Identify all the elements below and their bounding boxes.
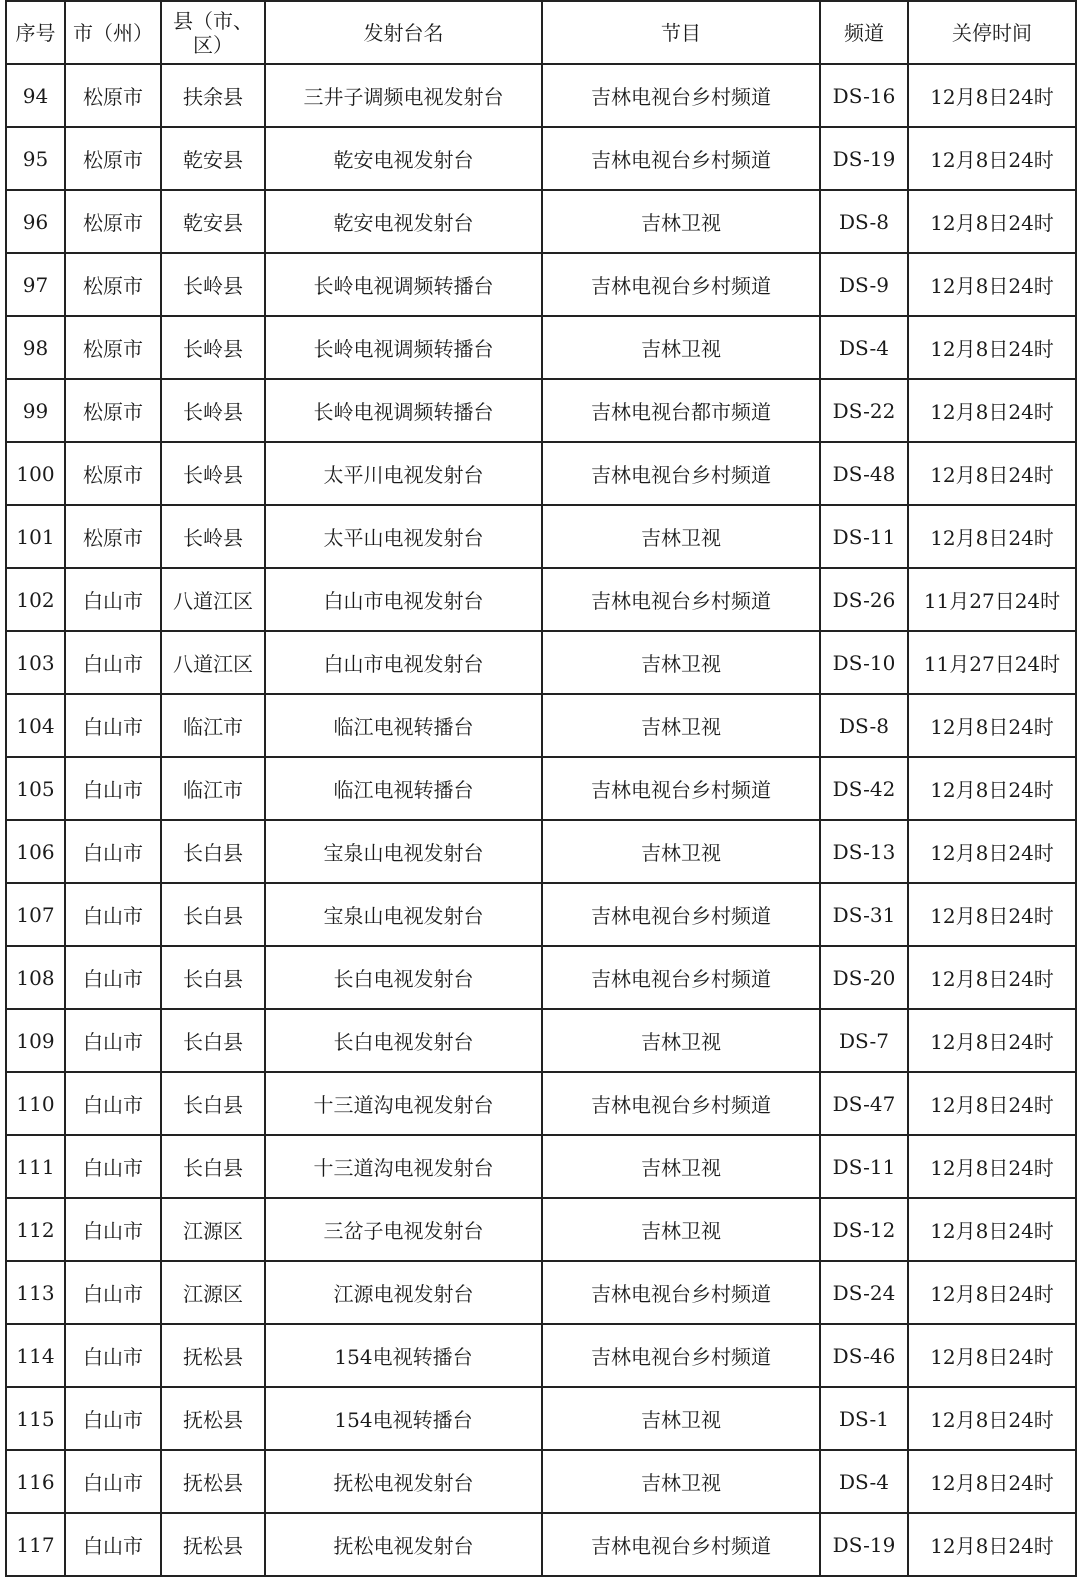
table-row — [6, 1009, 1076, 1072]
table-row — [6, 1450, 1076, 1513]
cell-program: 吉林电视台乡村频道 — [542, 1513, 820, 1576]
table-row — [6, 442, 1076, 505]
cell-county: 抚松县 — [161, 1324, 265, 1387]
table-body — [6, 64, 1076, 1576]
cell-county: 八道江区 — [161, 568, 265, 631]
cell-shutdown-time: 12月8日24时 — [908, 127, 1076, 190]
cell-index: 100 — [6, 442, 65, 505]
cell-station: 乾安电视发射台 — [265, 127, 542, 190]
cell-channel: DS-20 — [820, 946, 908, 1009]
cell-city: 白山市 — [65, 694, 161, 757]
cell-shutdown-time: 12月8日24时 — [908, 883, 1076, 946]
cell-station: 抚松电视发射台 — [265, 1450, 542, 1513]
cell-station: 三井子调频电视发射台 — [265, 64, 542, 127]
header-row — [6, 1, 1076, 64]
cell-index: 109 — [6, 1009, 65, 1072]
cell-index: 97 — [6, 253, 65, 316]
table-row — [6, 568, 1076, 631]
cell-channel: DS-1 — [820, 1387, 908, 1450]
cell-station: 太平川电视发射台 — [265, 442, 542, 505]
cell-program: 吉林电视台乡村频道 — [542, 946, 820, 1009]
cell-county: 长岭县 — [161, 505, 265, 568]
cell-index: 102 — [6, 568, 65, 631]
cell-city: 白山市 — [65, 1324, 161, 1387]
cell-program: 吉林电视台乡村频道 — [542, 442, 820, 505]
cell-program: 吉林电视台乡村频道 — [542, 568, 820, 631]
cell-station: 长岭电视调频转播台 — [265, 253, 542, 316]
cell-channel: DS-42 — [820, 757, 908, 820]
cell-station: 宝泉山电视发射台 — [265, 883, 542, 946]
cell-shutdown-time: 12月8日24时 — [908, 946, 1076, 1009]
table-row — [6, 757, 1076, 820]
cell-city: 白山市 — [65, 1135, 161, 1198]
cell-station: 临江电视转播台 — [265, 694, 542, 757]
cell-channel: DS-10 — [820, 631, 908, 694]
header-program: 节目 — [542, 1, 820, 64]
cell-program: 吉林卫视 — [542, 631, 820, 694]
cell-shutdown-time: 12月8日24时 — [908, 253, 1076, 316]
cell-channel: DS-12 — [820, 1198, 908, 1261]
cell-program: 吉林卫视 — [542, 820, 820, 883]
cell-shutdown-time: 12月8日24时 — [908, 1513, 1076, 1576]
cell-station: 乾安电视发射台 — [265, 190, 542, 253]
cell-county: 长岭县 — [161, 253, 265, 316]
cell-station: 江源电视发射台 — [265, 1261, 542, 1324]
cell-channel: DS-46 — [820, 1324, 908, 1387]
cell-city: 松原市 — [65, 64, 161, 127]
cell-program: 吉林电视台乡村频道 — [542, 1324, 820, 1387]
cell-program: 吉林电视台乡村频道 — [542, 883, 820, 946]
cell-shutdown-time: 12月8日24时 — [908, 757, 1076, 820]
cell-index: 105 — [6, 757, 65, 820]
cell-program: 吉林卫视 — [542, 1009, 820, 1072]
cell-station: 长白电视发射台 — [265, 946, 542, 1009]
cell-index: 112 — [6, 1198, 65, 1261]
header-county: 县（市、区） — [161, 1, 265, 64]
cell-channel: DS-9 — [820, 253, 908, 316]
cell-index: 101 — [6, 505, 65, 568]
cell-city: 白山市 — [65, 1072, 161, 1135]
cell-city: 白山市 — [65, 820, 161, 883]
cell-shutdown-time: 12月8日24时 — [908, 190, 1076, 253]
cell-program: 吉林卫视 — [542, 190, 820, 253]
cell-county: 长白县 — [161, 1072, 265, 1135]
cell-channel: DS-8 — [820, 694, 908, 757]
cell-index: 103 — [6, 631, 65, 694]
cell-channel: DS-48 — [820, 442, 908, 505]
cell-program: 吉林卫视 — [542, 1450, 820, 1513]
cell-index: 110 — [6, 1072, 65, 1135]
cell-shutdown-time: 12月8日24时 — [908, 1135, 1076, 1198]
cell-station: 三岔子电视发射台 — [265, 1198, 542, 1261]
cell-county: 乾安县 — [161, 127, 265, 190]
cell-city: 白山市 — [65, 631, 161, 694]
cell-station: 154电视转播台 — [265, 1387, 542, 1450]
cell-channel: DS-47 — [820, 1072, 908, 1135]
cell-city: 松原市 — [65, 316, 161, 379]
cell-shutdown-time: 12月8日24时 — [908, 316, 1076, 379]
cell-station: 长白电视发射台 — [265, 1009, 542, 1072]
cell-city: 松原市 — [65, 379, 161, 442]
cell-city: 松原市 — [65, 190, 161, 253]
table-row — [6, 631, 1076, 694]
cell-channel: DS-4 — [820, 316, 908, 379]
cell-shutdown-time: 12月8日24时 — [908, 1261, 1076, 1324]
table-row — [6, 1513, 1076, 1576]
cell-county: 长白县 — [161, 1009, 265, 1072]
cell-index: 108 — [6, 946, 65, 1009]
cell-index: 114 — [6, 1324, 65, 1387]
transmitter-shutdown-table — [5, 0, 1077, 1577]
cell-index: 104 — [6, 694, 65, 757]
table-row — [6, 1198, 1076, 1261]
cell-county: 乾安县 — [161, 190, 265, 253]
cell-county: 抚松县 — [161, 1387, 265, 1450]
cell-station: 白山市电视发射台 — [265, 568, 542, 631]
cell-shutdown-time: 12月8日24时 — [908, 694, 1076, 757]
cell-index: 115 — [6, 1387, 65, 1450]
cell-city: 白山市 — [65, 946, 161, 1009]
table-row — [6, 820, 1076, 883]
cell-city: 白山市 — [65, 1450, 161, 1513]
cell-county: 扶余县 — [161, 64, 265, 127]
table-row — [6, 946, 1076, 1009]
cell-county: 长白县 — [161, 883, 265, 946]
cell-channel: DS-22 — [820, 379, 908, 442]
cell-channel: DS-11 — [820, 505, 908, 568]
cell-index: 111 — [6, 1135, 65, 1198]
cell-city: 白山市 — [65, 757, 161, 820]
cell-station: 太平山电视发射台 — [265, 505, 542, 568]
cell-program: 吉林卫视 — [542, 1198, 820, 1261]
cell-channel: DS-26 — [820, 568, 908, 631]
table-row — [6, 1072, 1076, 1135]
cell-index: 98 — [6, 316, 65, 379]
cell-program: 吉林电视台乡村频道 — [542, 1072, 820, 1135]
table-row — [6, 694, 1076, 757]
cell-county: 长白县 — [161, 946, 265, 1009]
cell-shutdown-time: 12月8日24时 — [908, 505, 1076, 568]
table-row — [6, 883, 1076, 946]
cell-program: 吉林电视台乡村频道 — [542, 127, 820, 190]
cell-city: 白山市 — [65, 1513, 161, 1576]
cell-station: 白山市电视发射台 — [265, 631, 542, 694]
cell-index: 95 — [6, 127, 65, 190]
cell-county: 长白县 — [161, 820, 265, 883]
cell-program: 吉林卫视 — [542, 1135, 820, 1198]
cell-shutdown-time: 11月27日24时 — [908, 568, 1076, 631]
cell-county: 长岭县 — [161, 316, 265, 379]
cell-county: 八道江区 — [161, 631, 265, 694]
cell-station: 宝泉山电视发射台 — [265, 820, 542, 883]
cell-station: 十三道沟电视发射台 — [265, 1072, 542, 1135]
cell-channel: DS-13 — [820, 820, 908, 883]
cell-index: 99 — [6, 379, 65, 442]
cell-program: 吉林卫视 — [542, 694, 820, 757]
cell-shutdown-time: 12月8日24时 — [908, 1009, 1076, 1072]
cell-shutdown-time: 12月8日24时 — [908, 1198, 1076, 1261]
cell-shutdown-time: 12月8日24时 — [908, 64, 1076, 127]
cell-index: 94 — [6, 64, 65, 127]
cell-channel: DS-4 — [820, 1450, 908, 1513]
cell-county: 抚松县 — [161, 1513, 265, 1576]
cell-county: 长岭县 — [161, 442, 265, 505]
cell-county: 江源区 — [161, 1261, 265, 1324]
cell-city: 白山市 — [65, 1198, 161, 1261]
cell-index: 107 — [6, 883, 65, 946]
cell-channel: DS-24 — [820, 1261, 908, 1324]
cell-index: 96 — [6, 190, 65, 253]
table-row — [6, 1324, 1076, 1387]
cell-station: 长岭电视调频转播台 — [265, 379, 542, 442]
table-row — [6, 190, 1076, 253]
cell-shutdown-time: 12月8日24时 — [908, 1387, 1076, 1450]
cell-city: 白山市 — [65, 1387, 161, 1450]
cell-city: 白山市 — [65, 883, 161, 946]
cell-channel: DS-16 — [820, 64, 908, 127]
cell-channel: DS-8 — [820, 190, 908, 253]
header-city: 市（州） — [65, 1, 161, 64]
table-row — [6, 316, 1076, 379]
cell-county: 江源区 — [161, 1198, 265, 1261]
cell-city: 松原市 — [65, 253, 161, 316]
cell-index: 106 — [6, 820, 65, 883]
table-row — [6, 505, 1076, 568]
cell-index: 117 — [6, 1513, 65, 1576]
cell-channel: DS-19 — [820, 1513, 908, 1576]
cell-shutdown-time: 12月8日24时 — [908, 379, 1076, 442]
cell-city: 白山市 — [65, 1261, 161, 1324]
cell-program: 吉林电视台乡村频道 — [542, 1261, 820, 1324]
cell-program: 吉林电视台乡村频道 — [542, 64, 820, 127]
table-row — [6, 1387, 1076, 1450]
cell-county: 长岭县 — [161, 379, 265, 442]
cell-channel: DS-31 — [820, 883, 908, 946]
cell-channel: DS-11 — [820, 1135, 908, 1198]
cell-program: 吉林电视台都市频道 — [542, 379, 820, 442]
cell-county: 临江市 — [161, 757, 265, 820]
table-row — [6, 1135, 1076, 1198]
cell-shutdown-time: 12月8日24时 — [908, 1450, 1076, 1513]
cell-city: 白山市 — [65, 568, 161, 631]
cell-program: 吉林卫视 — [542, 505, 820, 568]
header-station: 发射台名 — [265, 1, 542, 64]
cell-city: 松原市 — [65, 505, 161, 568]
cell-channel: DS-7 — [820, 1009, 908, 1072]
cell-shutdown-time: 12月8日24时 — [908, 820, 1076, 883]
cell-station: 临江电视转播台 — [265, 757, 542, 820]
cell-index: 113 — [6, 1261, 65, 1324]
cell-station: 长岭电视调频转播台 — [265, 316, 542, 379]
cell-shutdown-time: 12月8日24时 — [908, 1072, 1076, 1135]
cell-program: 吉林卫视 — [542, 1387, 820, 1450]
cell-station: 154电视转播台 — [265, 1324, 542, 1387]
cell-city: 松原市 — [65, 127, 161, 190]
cell-program: 吉林电视台乡村频道 — [542, 757, 820, 820]
cell-county: 长白县 — [161, 1135, 265, 1198]
cell-channel: DS-19 — [820, 127, 908, 190]
table-row — [6, 253, 1076, 316]
cell-county: 抚松县 — [161, 1450, 265, 1513]
cell-station: 十三道沟电视发射台 — [265, 1135, 542, 1198]
cell-shutdown-time: 11月27日24时 — [908, 631, 1076, 694]
cell-county: 临江市 — [161, 694, 265, 757]
cell-station: 抚松电视发射台 — [265, 1513, 542, 1576]
header-channel: 频道 — [820, 1, 908, 64]
table-row — [6, 379, 1076, 442]
cell-shutdown-time: 12月8日24时 — [908, 442, 1076, 505]
cell-program: 吉林卫视 — [542, 316, 820, 379]
cell-index: 116 — [6, 1450, 65, 1513]
cell-program: 吉林电视台乡村频道 — [542, 253, 820, 316]
table-row — [6, 127, 1076, 190]
table-row — [6, 64, 1076, 127]
header-shutdown-time: 关停时间 — [908, 1, 1076, 64]
table-row — [6, 1261, 1076, 1324]
cell-shutdown-time: 12月8日24时 — [908, 1324, 1076, 1387]
cell-city: 白山市 — [65, 1009, 161, 1072]
cell-city: 松原市 — [65, 442, 161, 505]
header-index: 序号 — [6, 1, 65, 64]
